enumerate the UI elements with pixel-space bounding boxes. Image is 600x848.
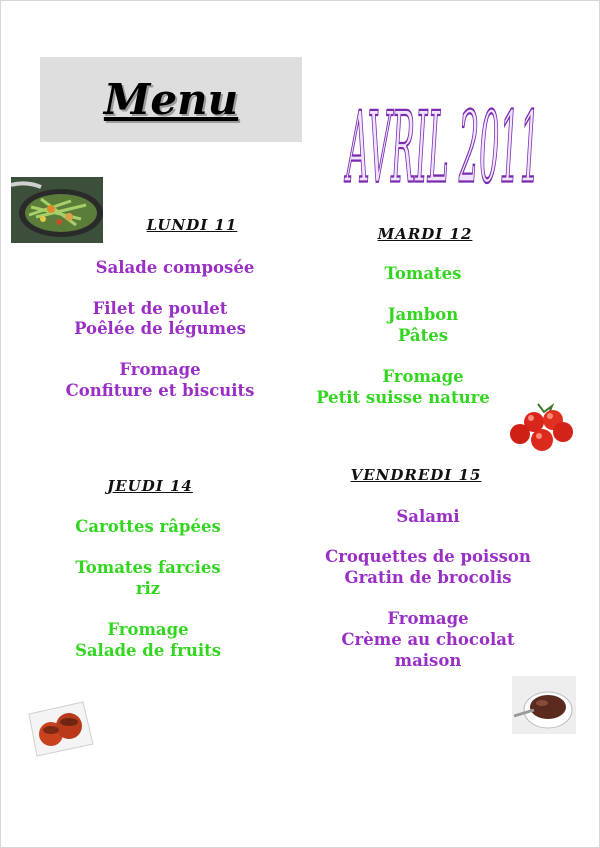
title-box — [40, 57, 302, 142]
jeudi-starter: Carottes râpées — [75, 517, 221, 536]
vendredi-main-1: Croquettes de poisson — [325, 547, 531, 566]
vendredi-dessert-2: maison — [394, 651, 462, 670]
page-title: Menu — [103, 75, 239, 124]
jeudi-main-1: Tomates farcies — [75, 558, 221, 577]
vendredi-main-2: Gratin de brocolis — [344, 568, 512, 587]
jeudi-dessert: Salade de fruits — [74, 641, 222, 660]
vendredi-dessert-1: Crème au chocolat — [341, 630, 515, 649]
day-heading-vendredi: VENDREDI 15 — [350, 466, 482, 484]
mardi-dessert: Petit suisse nature — [316, 388, 490, 407]
day-heading-mardi: MARDI 12 — [377, 225, 473, 243]
jeudi-cheese: Fromage — [107, 620, 189, 639]
vendredi-starter: Salami — [396, 507, 460, 526]
day-heading-jeudi: JEUDI 14 — [107, 477, 193, 495]
mardi-cheese: Fromage — [382, 367, 464, 386]
lundi-main-1: Filet de poulet — [92, 299, 228, 318]
day-heading-lundi: LUNDI 11 — [146, 216, 238, 234]
stuffed-tomatoes-photo — [23, 700, 95, 758]
vegetable-pan-photo — [11, 177, 103, 243]
lundi-cheese: Fromage — [119, 360, 201, 379]
lundi-main-2: Poêlée de légumes — [74, 319, 246, 338]
lundi-starter: Salade composée — [95, 258, 255, 277]
cherry-tomatoes-photo — [508, 398, 576, 456]
vendredi-cheese: Fromage — [387, 609, 469, 628]
mardi-main-1: Jambon — [387, 305, 459, 324]
mardi-main-2: Pâtes — [397, 326, 449, 345]
lundi-dessert: Confiture et biscuits — [65, 381, 255, 400]
mardi-starter: Tomates — [384, 264, 462, 283]
chocolate-cream-photo — [512, 676, 576, 734]
jeudi-main-2: riz — [135, 579, 161, 598]
month-title-text: AVRIL 2011 — [343, 90, 540, 205]
month-title — [335, 80, 555, 205]
